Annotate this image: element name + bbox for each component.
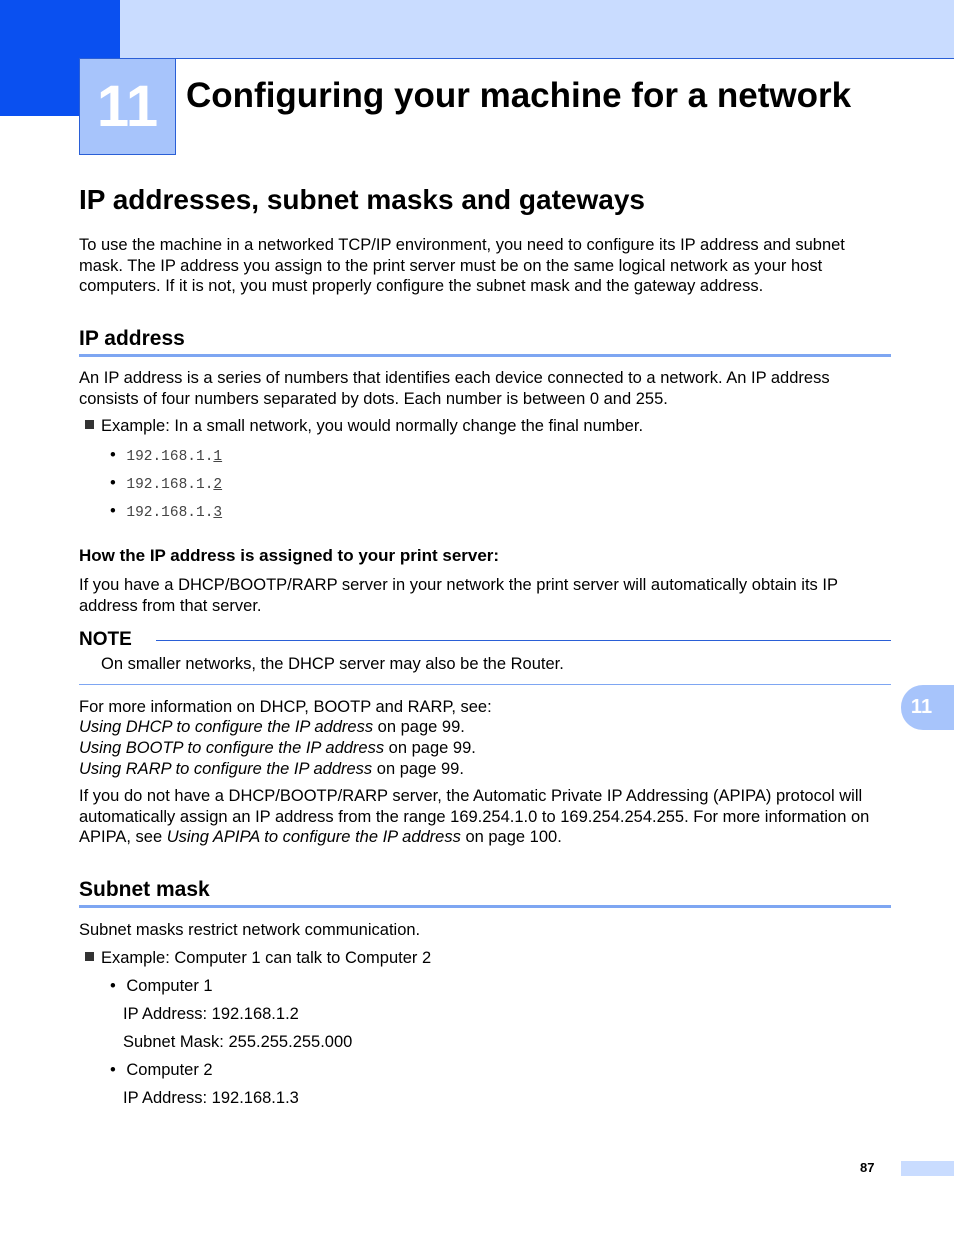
computer1-mask: Subnet Mask: 255.255.255.000 (123, 1033, 353, 1051)
note-label: NOTE (79, 629, 132, 650)
ref-link[interactable]: Using RARP to configure the IP address (79, 760, 373, 778)
section-title: IP addresses, subnet masks and gateways (79, 184, 645, 215)
chapter-title: Configuring your machine for a network (186, 76, 852, 115)
square-bullet-icon (85, 420, 94, 429)
ref-rarp: Using RARP to configure the IP address on page 99. (79, 760, 464, 778)
subnet-para: Subnet masks restrict network communication. (79, 921, 421, 939)
ip-last-octet: 2 (213, 477, 223, 493)
note-line (156, 640, 891, 641)
page-number-bar (901, 1161, 954, 1176)
ip-address-rule (79, 354, 891, 357)
subnet-heading: Subnet mask (79, 878, 210, 901)
ip-last-octet: 3 (213, 505, 223, 521)
ref-link[interactable]: Using DHCP to configure the IP address (79, 718, 374, 736)
ip-address-heading: IP address (79, 327, 185, 350)
dot-bullet-icon: • (110, 474, 116, 492)
square-bullet-icon (85, 952, 94, 961)
computer1-item (110, 977, 213, 996)
ip-example-item (110, 502, 222, 521)
computer2-label: Computer 2 (126, 1061, 213, 1079)
ip-example-item (110, 474, 222, 493)
ip-prefix: 192.168.1. (126, 477, 214, 493)
apipa-para: If you do not have a DHCP/BOOTP/RARP server, the Automatic Private IP Addressing (APIPA) protocol will automatically assign an IP address from the range 169.254.1.0 to 169.254.254.255. For more information on APIPA, see Using APIPA to configure the IP address on page 100. (79, 787, 870, 846)
subnet-example-bullet (85, 949, 431, 968)
subnet-rule (79, 905, 891, 908)
ip-example-item (110, 446, 222, 465)
dot-bullet-icon: • (110, 446, 116, 464)
section-intro: To use the machine in a networked TCP/IP environment, you need to configure its IP address and subnet mask. The IP address you assign to the print server must be on the same logical network as your host computers. If it is not, you must properly configure the subnet mask and the gateway address. (79, 236, 845, 295)
ref-bootp: Using BOOTP to configure the IP address on page 99. (79, 739, 476, 757)
ip-prefix: 192.168.1. (126, 449, 214, 465)
computer2-item (110, 1061, 213, 1080)
assigned-para: If you have a DHCP/BOOTP/RARP server in your network the print server will automatically obtain its IP address from that server. (79, 576, 838, 615)
note-text: On smaller networks, the DHCP server may also be the Router. (101, 655, 564, 673)
ip-address-para: An IP address is a series of numbers that identifies each device connected to a network. An IP address consists of four numbers separated by dots. Each number is between 0 and 255. (79, 369, 830, 408)
computer2-ip: IP Address: 192.168.1.3 (123, 1089, 299, 1107)
note-end-rule (79, 684, 891, 685)
computer1-label: Computer 1 (126, 977, 213, 995)
dot-bullet-icon: • (110, 977, 116, 995)
ip-prefix: 192.168.1. (126, 505, 214, 521)
header-band-light (120, 0, 954, 59)
ip-example-bullet (85, 417, 643, 436)
ip-example-text: Example: In a small network, you would normally change the final number. (101, 417, 644, 435)
chapter-side-tab: 11 (901, 685, 954, 730)
page-number: 87 (860, 1160, 875, 1175)
dot-bullet-icon: • (110, 502, 116, 520)
assigned-heading: How the IP address is assigned to your print server: (79, 546, 500, 565)
apipa-ref-link[interactable]: Using APIPA to configure the IP address (166, 828, 461, 846)
more-info-text: For more information on DHCP, BOOTP and RARP, see: (79, 698, 492, 716)
chapter-number-box: 11 (79, 58, 176, 155)
computer1-ip: IP Address: 192.168.1.2 (123, 1005, 299, 1023)
ref-link[interactable]: Using BOOTP to configure the IP address (79, 739, 385, 757)
ref-dhcp: Using DHCP to configure the IP address on page 99. (79, 718, 465, 736)
dot-bullet-icon: • (110, 1061, 116, 1079)
ip-last-octet: 1 (213, 449, 223, 465)
subnet-example-text: Example: Computer 1 can talk to Computer 2 (101, 949, 432, 967)
